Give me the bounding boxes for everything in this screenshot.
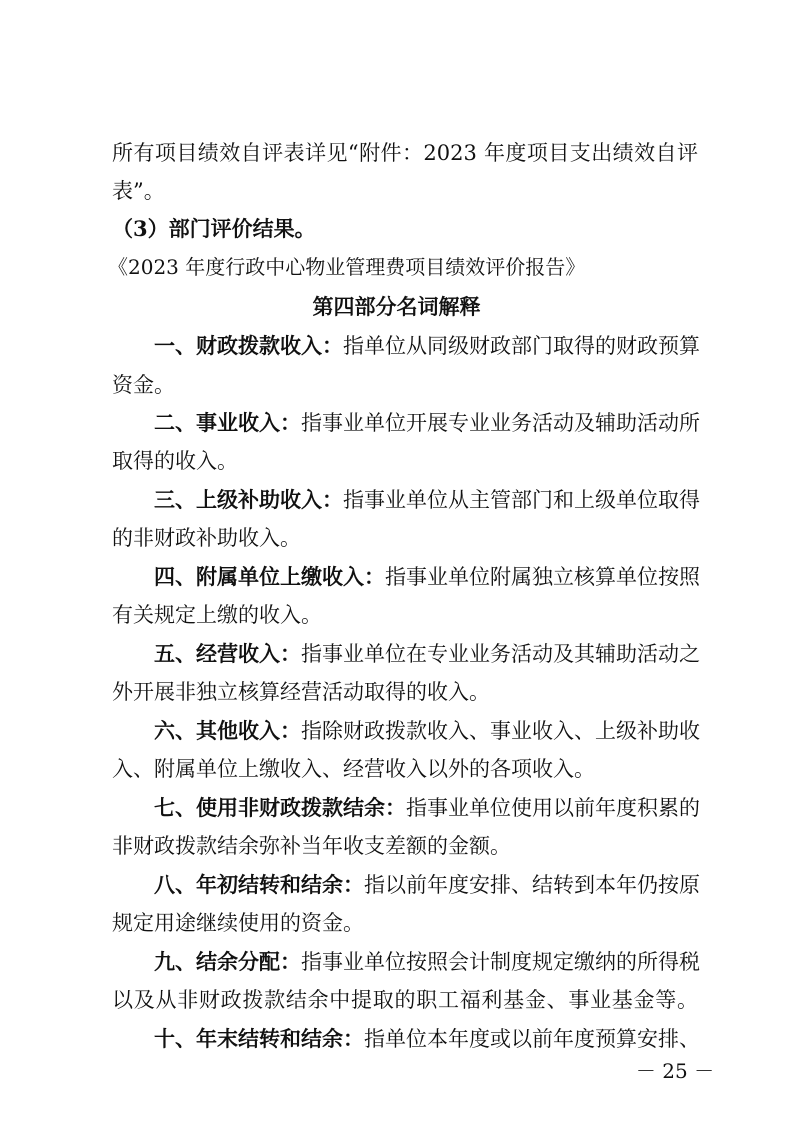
term-4-line-1 bbox=[154, 562, 698, 592]
term-6-line-2: 入、附属单位上缴收入、经营收入以外的各项收入。 bbox=[112, 757, 595, 781]
term-5-label: 五、经营收入： bbox=[154, 641, 301, 666]
term-8-line-2: 规定用途继续使用的资金。 bbox=[112, 911, 364, 935]
term-9-line-2: 以及从非财政拨款结余中提取的职工福利基金、事业基金等。 bbox=[112, 988, 698, 1012]
term-4-text: 指事业单位附属独立核算单位按照 bbox=[385, 565, 700, 589]
term-2-line-2: 取得的收入。 bbox=[112, 449, 238, 473]
term-10-text: 指单位本年度或以前年度预算安排、 bbox=[364, 1027, 700, 1051]
term-1-label: 一、财政拨款收入： bbox=[154, 333, 343, 358]
term-2-label: 二、事业收入： bbox=[154, 410, 301, 435]
term-1-line-2: 资金。 bbox=[112, 373, 175, 397]
report-title: 《2023 年度行政中心物业管理费项目绩效评价报告》 bbox=[108, 255, 586, 279]
subheading: （3）部门评价结果。 bbox=[112, 216, 316, 241]
term-8-label: 八、年初结转和结余： bbox=[154, 872, 364, 897]
term-8-text: 指以前年度安排、结转到本年仍按原 bbox=[364, 873, 700, 897]
term-9-line-1 bbox=[154, 947, 698, 977]
term-7-label: 七、使用非财政拨款结余： bbox=[154, 795, 406, 820]
section-title: 第四部分名词解释 bbox=[312, 294, 481, 319]
term-2-text: 指事业单位开展专业业务活动及辅助活动所 bbox=[301, 411, 700, 435]
term-1-line-1 bbox=[154, 331, 698, 361]
term-3-text: 指事业单位从主管部门和上级单位取得 bbox=[343, 488, 700, 512]
term-4-label: 四、附属单位上缴收入： bbox=[154, 564, 385, 589]
term-7-line-1 bbox=[154, 793, 698, 823]
term-6-line-1 bbox=[154, 716, 698, 746]
term-2-line-1 bbox=[154, 408, 698, 438]
term-9-text: 指事业单位按照会计制度规定缴纳的所得税 bbox=[301, 950, 700, 974]
intro-line-1: 所有项目绩效自评表详见“附件：2023 年度项目支出绩效自评 bbox=[112, 141, 698, 165]
intro-line-2: 表”。 bbox=[112, 179, 165, 203]
term-1-text: 指单位从同级财政部门取得的财政预算 bbox=[343, 334, 700, 358]
term-9-label: 九、结余分配： bbox=[154, 949, 301, 974]
term-5-line-1 bbox=[154, 639, 698, 669]
page-number: － 25 － bbox=[635, 1059, 715, 1083]
term-3-line-1 bbox=[154, 485, 698, 515]
term-7-text: 指事业单位使用以前年度积累的 bbox=[406, 796, 700, 820]
term-3-line-2: 的非财政补助收入。 bbox=[112, 526, 301, 550]
term-4-line-2: 有关规定上缴的收入。 bbox=[112, 603, 322, 627]
term-7-line-2: 非财政拨款结余弥补当年收支差额的金额。 bbox=[112, 834, 511, 858]
term-10-line-1 bbox=[154, 1024, 698, 1054]
term-5-line-2: 外开展非独立核算经营活动取得的收入。 bbox=[112, 680, 490, 704]
term-10-label: 十、年末结转和结余： bbox=[154, 1026, 364, 1051]
term-6-text: 指除财政拨款收入、事业收入、上级补助收 bbox=[301, 719, 700, 743]
term-5-text: 指事业单位在专业业务活动及其辅助活动之 bbox=[301, 642, 700, 666]
term-3-label: 三、上级补助收入： bbox=[154, 487, 343, 512]
term-8-line-1 bbox=[154, 870, 698, 900]
term-6-label: 六、其他收入： bbox=[154, 718, 301, 743]
